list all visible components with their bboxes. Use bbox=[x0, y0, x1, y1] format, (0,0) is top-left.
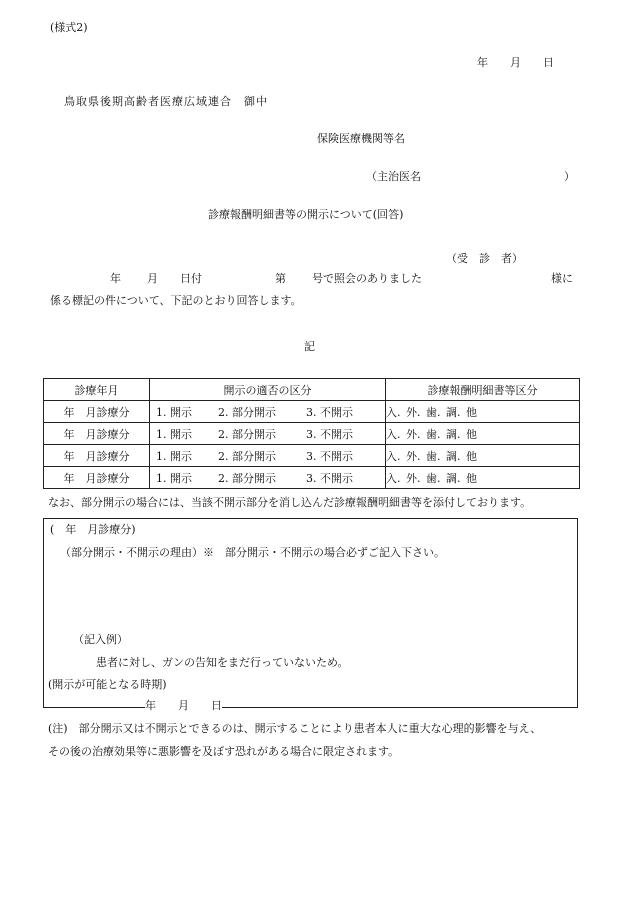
ref-month: 月 bbox=[147, 272, 158, 285]
box-period: ( 年 月診療分) bbox=[50, 523, 136, 536]
table-row bbox=[44, 467, 580, 489]
row-options bbox=[150, 423, 386, 445]
table-row bbox=[44, 401, 580, 423]
row-period: 年 月診療分 bbox=[44, 445, 150, 467]
disclosure-table bbox=[43, 378, 580, 489]
timing-label: (開示が可能となる時期) bbox=[48, 678, 167, 691]
table-header-row bbox=[44, 379, 580, 401]
addressee: 鳥取県後期高齢者医療広域連合 御中 bbox=[64, 95, 268, 108]
timing-date: 年 月 日 bbox=[145, 699, 222, 712]
ref-dai: 第 bbox=[275, 272, 286, 285]
option-partial: 2. 部分開示 bbox=[218, 471, 276, 485]
header-disclosure: 開示の適否の区分 bbox=[150, 379, 386, 401]
row-categories: 入. 外. 歯. 調. 他 bbox=[386, 445, 580, 467]
ref-day: 日付 bbox=[180, 272, 202, 285]
option-nondisclose: 3. 不開示 bbox=[306, 471, 353, 485]
row-period: 年 月診療分 bbox=[44, 423, 150, 445]
option-nondisclose: 3. 不開示 bbox=[306, 427, 353, 441]
row-categories: 入. 外. 歯. 調. 他 bbox=[386, 467, 580, 489]
ref-year: 年 bbox=[110, 272, 121, 285]
doctor-label: （主治医名 ） bbox=[366, 170, 575, 183]
option-disclose: 1. 開示 bbox=[156, 427, 192, 441]
ref-sama: 様に bbox=[551, 272, 573, 285]
example-label: （記入例） bbox=[73, 633, 128, 646]
form-number: (様式2) bbox=[50, 21, 88, 34]
option-partial: 2. 部分開示 bbox=[218, 449, 276, 463]
ki-heading: 記 bbox=[304, 340, 315, 353]
header-category: 診療報酬明細書等区分 bbox=[386, 379, 580, 401]
option-nondisclose: 3. 不開示 bbox=[306, 405, 353, 419]
table-note: なお、部分開示の場合には、当該不開示部分を消し込んだ診療報酬明細書等を添付しております。 bbox=[48, 496, 532, 509]
row-period: 年 月診療分 bbox=[44, 467, 150, 489]
table-row bbox=[44, 445, 580, 467]
option-disclose: 1. 開示 bbox=[156, 449, 192, 463]
date-line: 年 月 日 bbox=[477, 56, 554, 69]
example-text: 患者に対し、ガンの告知をまだ行っていないため。 bbox=[96, 656, 349, 669]
option-nondisclose: 3. 不開示 bbox=[306, 449, 353, 463]
footnote-line-2: その後の治療効果等に悪影響を及ぼす恐れがある場合に限定されます。 bbox=[48, 745, 400, 758]
institution-label: 保険医療機関等名 bbox=[317, 132, 405, 145]
header-period: 診療年月 bbox=[44, 379, 150, 401]
table-row bbox=[44, 423, 580, 445]
row-options bbox=[150, 467, 386, 489]
option-disclose: 1. 開示 bbox=[156, 405, 192, 419]
row-categories: 入. 外. 歯. 調. 他 bbox=[386, 423, 580, 445]
footnote-line-1: (注) 部分開示又は不開示とできるのは、開示することにより患者本人に重大な心理的影響を与え、 bbox=[48, 722, 542, 735]
document-title: 診療報酬明細書等の開示について(回答) bbox=[208, 208, 404, 221]
body-line-2: 係る標記の件について、下記のとおり回答します。 bbox=[50, 294, 302, 307]
row-period: 年 月診療分 bbox=[44, 401, 150, 423]
box-reason-label: （部分開示・不開示の理由）※ 部分開示・不開示の場合必ずご記入下さい。 bbox=[60, 546, 445, 559]
option-partial: 2. 部分開示 bbox=[218, 427, 276, 441]
row-options bbox=[150, 401, 386, 423]
option-partial: 2. 部分開示 bbox=[218, 405, 276, 419]
patient-label: （受 診 者） bbox=[446, 252, 523, 265]
ref-go-text: 号で照会のありました bbox=[312, 272, 422, 285]
row-categories: 入. 外. 歯. 調. 他 bbox=[386, 401, 580, 423]
row-options bbox=[150, 445, 386, 467]
option-disclose: 1. 開示 bbox=[156, 471, 192, 485]
